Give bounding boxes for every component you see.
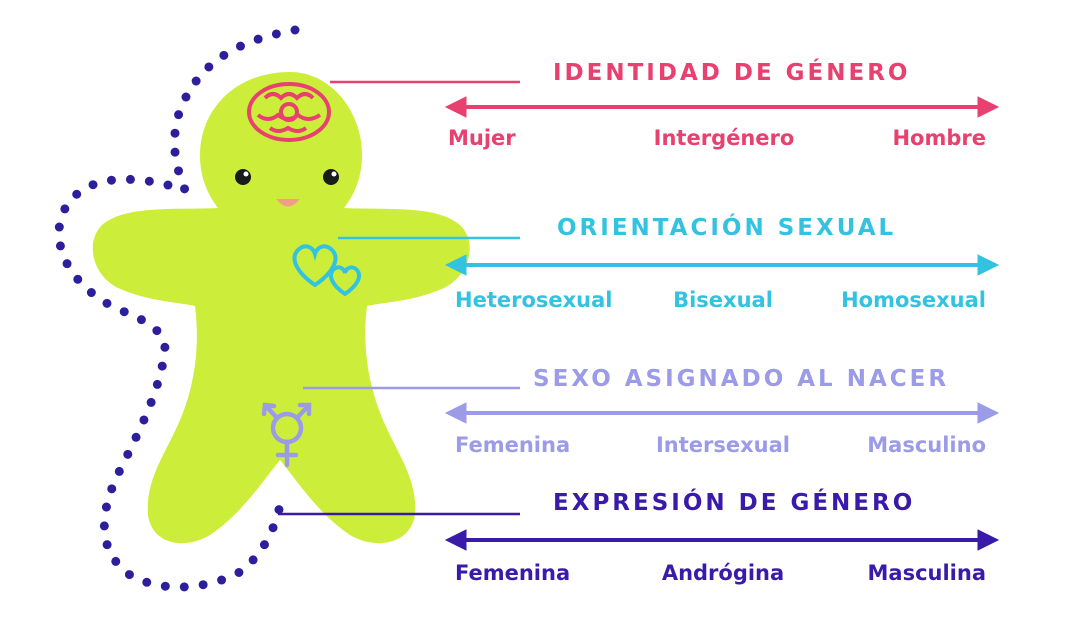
sex-right-label: Masculino	[867, 433, 986, 457]
expression-middle-label: Andrógina	[661, 561, 785, 585]
sex-left-label: Femenina	[455, 433, 571, 457]
identity-arrow	[446, 97, 998, 117]
left-eye	[235, 169, 251, 185]
orientation-arrow	[446, 255, 998, 275]
expression-arrow	[446, 530, 998, 550]
identity-right-label: Hombre	[892, 126, 986, 150]
sex-title: SEXO ASIGNADO AL NACER	[533, 366, 950, 392]
expression-left-label: Femenina	[455, 561, 571, 585]
orientation-left-label: Heterosexual	[455, 288, 613, 312]
identity-title: IDENTIDAD DE GÉNERO	[553, 60, 911, 86]
sex-arrow	[446, 403, 998, 423]
expression-right-label: Masculina	[867, 561, 986, 585]
orientation-right-label: Homosexual	[841, 288, 986, 312]
right-eye	[323, 169, 339, 185]
orientation-middle-label: Bisexual	[673, 288, 773, 312]
identity-middle-label: Intergénero	[653, 126, 795, 150]
orientation-title: ORIENTACIÓN SEXUAL	[557, 215, 897, 241]
expression-title: EXPRESIÓN DE GÉNERO	[553, 490, 916, 516]
identity-left-label: Mujer	[448, 126, 516, 150]
figure-body	[93, 72, 470, 543]
sex-middle-label: Intersexual	[655, 433, 791, 457]
